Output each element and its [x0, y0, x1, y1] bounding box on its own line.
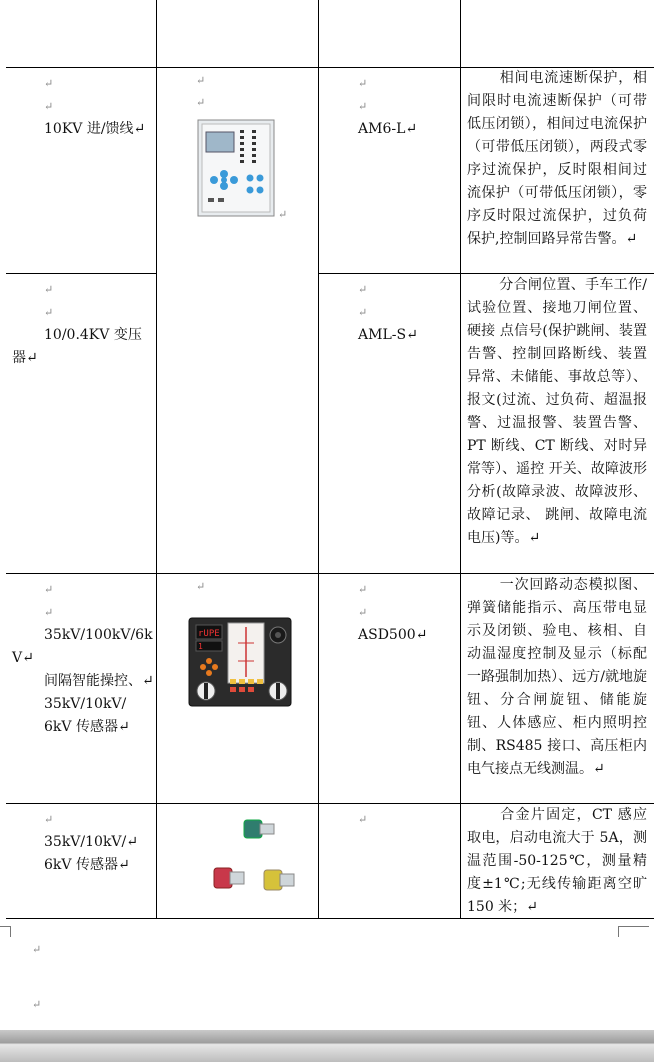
paragraph-mark: ↵ [32, 943, 42, 956]
relay-device-image [196, 118, 280, 218]
table-row [44, 278, 142, 347]
row-description-text: 相间电流速断保护，相间限时电流速断保护（可带低压闭锁），相间过电流保护（可带低压闭锁），两段式零序过流保护，反时限相间过流保护（可带低压闭锁），零序反时限过流保护，过负荷保护,控制回路异常告警。↵ [467, 70, 647, 247]
paragraph-mark: ↵ [32, 998, 42, 1011]
paragraph-mark: ↵ [44, 813, 54, 826]
paragraph-mark: ↵ [358, 813, 368, 826]
row-description [467, 574, 647, 781]
row-name-continuation: 35kV/10kV/ [44, 696, 127, 712]
paragraph-mark: ↵ [44, 100, 54, 113]
paragraph-mark: ↵ [196, 96, 206, 109]
table-rule [156, 0, 157, 919]
paragraph-mark: ↵ [44, 283, 54, 296]
table-rule [6, 273, 156, 274]
paragraph-mark: ↵ [358, 100, 368, 113]
svg-text:1: 1 [198, 642, 203, 651]
table-row [44, 808, 138, 877]
temperature-sensor-image [204, 812, 304, 904]
row-description-text: 分合闸位置、手车工作/试验位置、接地刀闸位置、硬接 点信号(保护跳闸、装置告警、控制回路断线、装置异常、未储能、事故总等）、报文(过流、过负荷、超温报警、过温报警、装置告警、PT 断线、CT 断线、对时异常等）、遥控 开关、故障波形分析(故障录波、故障波形、故障记录、 跳闸、故障电流电压)等。↵ [467, 277, 647, 546]
table-row [358, 808, 367, 831]
paragraph-mark: ↵ [278, 208, 288, 221]
table-row [358, 578, 427, 647]
row-name: 35kV/10kV/↵ [44, 834, 138, 850]
row-name: 10/0.4KV 变压 [44, 327, 142, 343]
paragraph-mark: ↵ [358, 606, 368, 619]
row-model: AM6-L↵ [358, 121, 418, 137]
paragraph-mark: ↵ [44, 306, 54, 319]
paragraph-mark: ↵ [44, 77, 54, 90]
row-name-continuation: V↵ [12, 650, 34, 666]
row-name-continuation: 间隔智能操控、↵ [44, 673, 154, 689]
row-description [467, 804, 647, 919]
paragraph-mark: ↵ [44, 583, 54, 596]
table-rule [460, 0, 461, 919]
control-device-image [188, 617, 292, 707]
row-model: AML-S↵ [358, 327, 418, 343]
row-name: 6kV 传感器↵ [44, 857, 130, 873]
table-row [44, 72, 145, 141]
row-model: ASD500↵ [358, 627, 428, 643]
row-description-text: 一次回路动态模拟图、弹簧储能指示、高压带电显示及闭锁、验电、核相、自动温湿度控制及显示（标配一路强制加热）、远方/就地旋钮、分合闸旋钮、储能旋钮、人体感应、柜内照明控制、RS485 接口、高压柜内电气接点无线测温。↵ [467, 577, 647, 777]
margin-corner-mark [0, 926, 11, 937]
row-description [467, 67, 647, 251]
row-name-continuation: 器↵ [12, 350, 38, 366]
table-row [358, 72, 417, 141]
paragraph-mark: ↵ [44, 606, 54, 619]
paragraph-mark: ↵ [196, 580, 206, 593]
paragraph-mark: ↵ [358, 583, 368, 596]
row-description [467, 274, 647, 550]
svg-text:rUPE: rUPE [198, 629, 220, 639]
paragraph-mark: ↵ [358, 283, 368, 296]
table-row [358, 278, 418, 347]
window-bottom-bar [0, 1030, 654, 1062]
row-name: 10KV 进/馈线↵ [44, 121, 146, 137]
paragraph-mark: ↵ [358, 77, 368, 90]
paragraph-mark: ↵ [196, 74, 206, 87]
margin-corner-mark [618, 926, 649, 937]
paragraph-mark: ↵ [358, 306, 368, 319]
row-name-continuation: 6kV 传感器↵ [44, 719, 130, 735]
table-rule [318, 0, 319, 919]
table-row [44, 578, 153, 647]
row-name: 35kV/100kV/6k [44, 627, 153, 643]
row-description-text: 合金片固定，CT 感应取电，启动电流大于 5A，测温范围-50-125℃，测量精度±1℃;无线传输距离空旷 150 米；↵ [467, 807, 647, 915]
